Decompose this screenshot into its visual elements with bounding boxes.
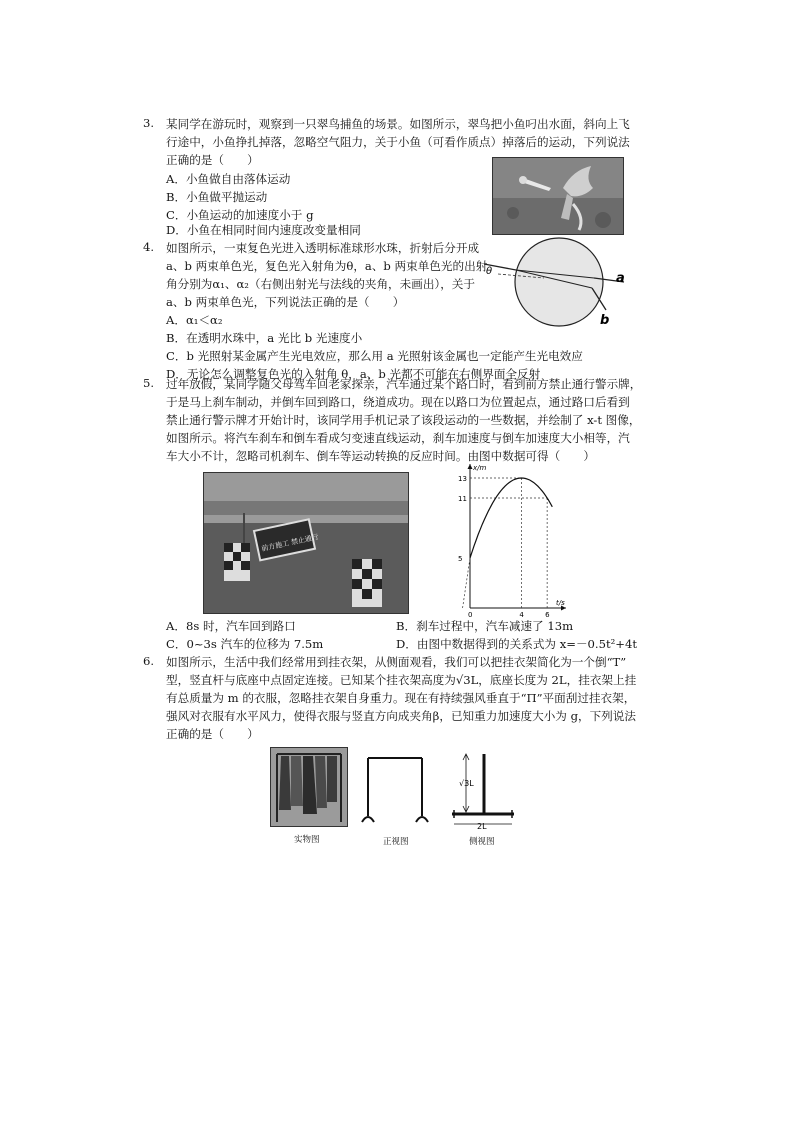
question-number: 6. <box>143 654 155 668</box>
option-a: A．8s 时，汽车回到路口 <box>166 619 296 633</box>
label-b: b <box>600 313 610 328</box>
question-text-line: a、b 两束单色光，复色光入射角为θ，a、b 两束单色光的出射 <box>166 259 488 273</box>
option-c: C．0~3s 汽车的位移为 7.5m <box>166 637 324 651</box>
question-text-line: 如图所示。将汽车刹车和倒车看成匀变速直线运动，刹车加速度与倒车加速度大小相等，汽 <box>166 431 630 445</box>
option-d: D．由图中数据得到的关系式为 x=－0.5t²+4t <box>396 637 638 651</box>
question-text-line: 于是马上刹车制动，并倒车回到路口，绕道成功。现在以路口为位置起点，通过路口后看到 <box>166 395 630 409</box>
y-tick-label: 11 <box>458 495 467 503</box>
question-text-line: 正确的是（ ） <box>166 727 259 741</box>
x-tick-label: 0 <box>468 611 473 618</box>
question-text-line: 如图所示，生活中我们经常用到挂衣架，从侧面观看，我们可以把挂衣架简化为一个倒“T” <box>166 655 627 669</box>
question-text-line: 正确的是（ ） <box>166 153 259 167</box>
option-d: D．无论怎么调整复色光的入射角 θ，a、b 光都不可能在右侧界面全反射 <box>166 367 541 381</box>
question-number: 3. <box>143 116 155 130</box>
question-text-line: 过年放假，某同学随父母驾车回老家探亲，汽车通过某个路口时，看到前方禁止通行警示牌， <box>166 377 642 391</box>
x-tick-label: 6 <box>545 611 550 618</box>
question-text-line: 车大小不计，忽略司机刹车、倒车等运动转换的反应时间。由图中数据可得（ ） <box>166 449 595 463</box>
question-text-line: a、b 两束单色光，下列说法正确的是（ ） <box>166 295 405 309</box>
option-c: C．小鱼运动的加速度小于 g <box>166 208 314 222</box>
water-drop-diagram <box>484 236 630 332</box>
water-drop-circle <box>515 238 603 326</box>
option-b: B．小鱼做平抛运动 <box>166 190 268 204</box>
side-view-diagram <box>444 748 518 832</box>
xt-graph <box>450 460 570 618</box>
theta-label: θ <box>486 266 493 277</box>
base-label: 2L <box>477 822 487 831</box>
barrier-right <box>352 559 382 607</box>
road-sign-photo <box>203 472 409 614</box>
y-axis-arrow <box>468 464 473 469</box>
label-a: a <box>616 271 625 286</box>
y-axis-label: x/m <box>473 464 487 472</box>
option-b: B．刹车过程中，汽车减速了 13m <box>396 619 574 633</box>
question-text-line: 角分别为α₁、α₂（右侧出射光与法线的夹角，未画出），关于 <box>166 277 475 291</box>
barrier-left <box>224 543 250 581</box>
xt-curve <box>470 478 552 558</box>
option-a: A．α₁＜α₂ <box>166 313 223 327</box>
question-text-line: 型，竖直杆与底座中点固定连接。已知某个挂衣架高度为√3L，底座长度为 2L，挂衣架上挂 <box>166 673 637 687</box>
option-a: A．小鱼做自由落体运动 <box>166 172 291 186</box>
y-tick-label: 13 <box>458 475 467 483</box>
option-d: D．小鱼在相同时间内速度改变量相同 <box>166 223 361 237</box>
question-text-line: 行途中，小鱼挣扎掉落，忽略空气阻力，关于小鱼（可看作质点）掉落后的运动，下列说法 <box>166 135 630 149</box>
question-text-line: 某同学在游玩时，观察到一只翠鸟捕鱼的场景。如图所示，翠鸟把小鱼叼出水面，斜向上飞 <box>166 117 630 131</box>
option-b: B．在透明水珠中，a 光比 b 光速度小 <box>166 331 363 345</box>
question-number: 4. <box>143 240 155 254</box>
caption-front-view: 正视图 <box>383 837 409 847</box>
clothes-rack-photo <box>270 747 348 827</box>
caption-photo: 实物图 <box>294 835 320 845</box>
front-view-diagram <box>358 750 432 832</box>
sign-text: 前方施工 禁止通行 <box>260 533 320 553</box>
guide-line <box>463 558 470 608</box>
height-label: √3L <box>459 779 474 788</box>
kingfisher-photo <box>492 157 624 235</box>
x-tick-label: 4 <box>519 611 524 618</box>
y-tick-label: 5 <box>458 555 463 563</box>
x-axis-label: t/s <box>556 599 565 607</box>
caption-side-view: 侧视图 <box>469 837 495 847</box>
question-text-line: 强风对衣服有水平风力，使得衣服与竖直方向成夹角β，已知重力加速度大小为 g，下列说法 <box>166 709 636 723</box>
question-text-line: 有总质量为 m 的衣服，忽略挂衣架自身重力。现在有持续强风垂直于“Π”平面刮过挂衣架， <box>166 691 636 705</box>
option-c: C．b 光照射某金属产生光电效应，那么用 a 光照射该金属也一定能产生光电效应 <box>166 349 583 363</box>
question-text-line: 禁止通行警示牌才开始计时，该同学用手机记录了该段运动的一些数据，并绘制了 x-t 图像， <box>166 413 641 427</box>
question-number: 5. <box>143 376 155 390</box>
question-text-line: 如图所示，一束复色光进入透明标准球形水珠，折射后分开成 <box>166 241 480 255</box>
